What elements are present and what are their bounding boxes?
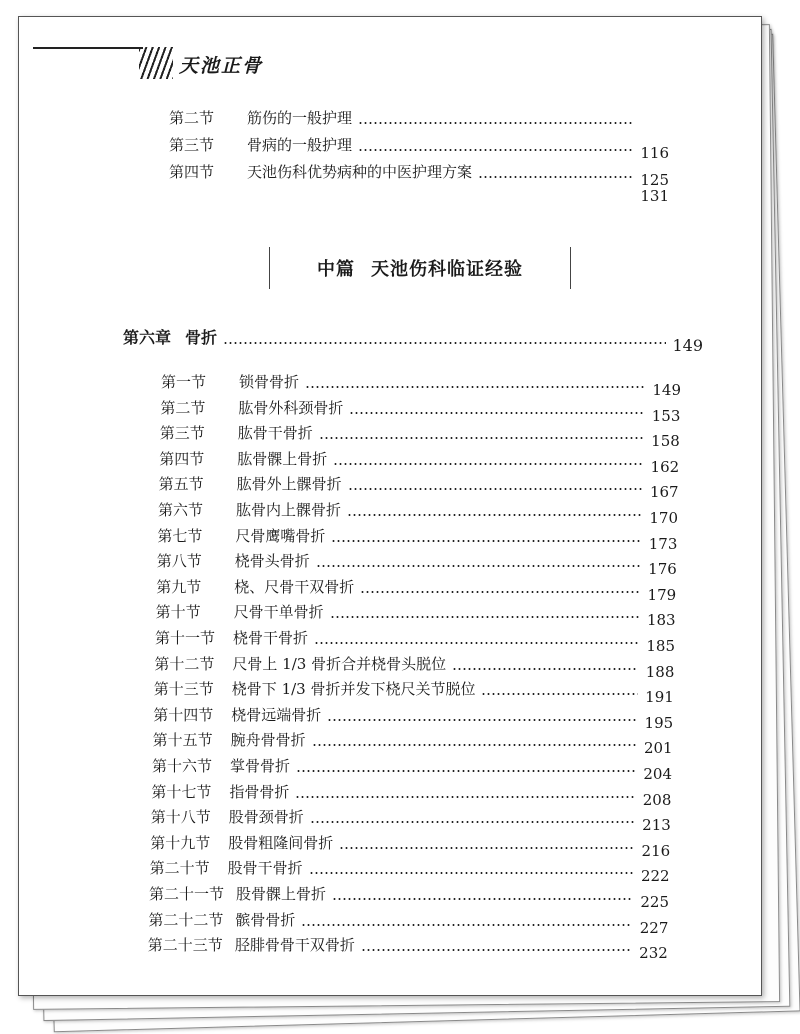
toc-entry[interactable] <box>154 654 675 681</box>
toc-entry[interactable] <box>159 449 680 476</box>
section-label: 第二节 <box>160 398 206 417</box>
leader-dots <box>347 514 642 516</box>
leader-dots <box>358 122 633 124</box>
leader-dots <box>295 796 635 798</box>
page-number: 183 <box>646 611 676 630</box>
leader-dots <box>339 847 634 849</box>
section-label: 第二十一节 <box>149 885 225 903</box>
leader-dots <box>223 342 666 344</box>
leader-dots <box>348 488 643 490</box>
header-stripes <box>139 47 173 79</box>
running-header-title: 天池正骨 <box>179 55 264 77</box>
section-title: 指骨骨折 <box>229 782 290 801</box>
part-label: 中篇 <box>317 259 355 280</box>
section-title: 尺骨干单骨折 <box>233 603 324 622</box>
page-number: 222 <box>640 867 670 886</box>
section-label: 第十九节 <box>150 833 211 852</box>
page-number: 170 <box>649 509 678 527</box>
leader-dots <box>361 949 632 951</box>
page-number: 116 <box>640 144 669 162</box>
toc-entry[interactable] <box>158 475 679 502</box>
leader-dots <box>333 463 643 465</box>
page-number: 153 <box>651 406 681 425</box>
leader-dots <box>360 591 640 593</box>
toc-page <box>18 16 762 996</box>
section-title: 桡骨干骨折 <box>233 629 309 647</box>
section-label: 第五节 <box>158 475 204 494</box>
section-label: 第十节 <box>155 603 201 622</box>
section-title: 尺骨上 1/3 骨折合并桡骨头脱位 <box>232 654 447 673</box>
leader-dots <box>316 565 641 567</box>
section-title: 筋伤的一般护理 <box>247 109 353 127</box>
header-rule <box>33 47 143 49</box>
section-label: 第十三节 <box>153 680 214 699</box>
toc-entry[interactable] <box>149 885 669 911</box>
page-number: 201 <box>643 739 673 758</box>
leader-dots <box>330 616 640 618</box>
section-title: 桡、尺骨干双骨折 <box>234 577 355 596</box>
toc-entry[interactable] <box>152 757 672 783</box>
section-label: 第二十三节 <box>147 936 223 955</box>
section-title: 腕舟骨骨折 <box>230 731 306 750</box>
toc-entry[interactable] <box>153 680 674 707</box>
section-title: 桡骨远端骨折 <box>231 705 322 724</box>
section-title: 股骨髁上骨折 <box>236 885 327 903</box>
leader-dots <box>481 693 637 695</box>
page-number: 158 <box>651 432 680 451</box>
leader-dots <box>331 540 641 542</box>
section-label: 第三节 <box>169 136 215 154</box>
toc-entry[interactable] <box>169 136 669 162</box>
section-label: 第四节 <box>159 449 205 468</box>
toc-entry[interactable] <box>153 705 674 732</box>
section-label: 第二十节 <box>149 859 210 878</box>
leader-dots <box>305 386 645 388</box>
page-number: 208 <box>642 790 672 809</box>
section-title: 肱骨髁上骨折 <box>237 449 328 468</box>
section-label: 第十一节 <box>155 629 216 647</box>
leader-dots <box>327 719 637 721</box>
leader-dots <box>478 176 633 178</box>
page-number: 195 <box>644 713 674 732</box>
chapter-entry[interactable] <box>123 328 703 355</box>
toc-entry[interactable] <box>159 424 680 451</box>
toc-entry[interactable] <box>152 731 673 758</box>
toc-entry[interactable] <box>160 398 681 425</box>
section-label: 第十八节 <box>150 808 211 827</box>
leader-dots <box>358 149 633 151</box>
section-label: 第十二节 <box>154 654 215 673</box>
section-label: 第十七节 <box>151 782 212 801</box>
section-label: 第二十二节 <box>148 910 224 929</box>
leader-dots <box>452 668 638 670</box>
section-title: 髌骨骨折 <box>235 910 296 929</box>
toc-entry[interactable] <box>155 629 675 655</box>
section-title: 桡骨下 1/3 骨折并发下桡尺关节脱位 <box>231 680 476 699</box>
section-title: 股骨颈骨折 <box>228 808 304 827</box>
section-title: 桡骨头骨折 <box>234 552 310 571</box>
page-number: 232 <box>639 944 668 963</box>
page-number: 188 <box>645 662 675 681</box>
toc-page-number: 131 <box>640 187 669 205</box>
section-title: 股骨粗隆间骨折 <box>228 833 334 852</box>
toc-entry[interactable] <box>148 910 669 937</box>
section-title: 骨病的一般护理 <box>247 136 353 154</box>
toc-entry[interactable] <box>151 782 672 809</box>
toc-entry[interactable] <box>169 163 669 189</box>
leader-dots <box>314 642 639 644</box>
chapter-title: 骨折 <box>185 328 218 347</box>
page-number: 213 <box>642 816 671 835</box>
toc-entry[interactable] <box>155 603 676 630</box>
leader-dots <box>296 770 636 772</box>
section-title: 股骨干骨折 <box>227 859 303 878</box>
toc-entry[interactable] <box>156 552 677 579</box>
leader-dots <box>312 744 637 746</box>
leader-dots <box>309 872 634 874</box>
toc-entry[interactable] <box>158 501 678 527</box>
leader-dots <box>332 898 633 900</box>
section-label: 第十六节 <box>152 757 213 775</box>
section-title: 肱骨外科颈骨折 <box>238 398 344 417</box>
part-title: 天池伤科临证经验 <box>371 259 523 280</box>
toc-entry[interactable] <box>150 808 671 835</box>
section-label: 第二节 <box>169 109 215 127</box>
section-title: 尺骨鹰嘴骨折 <box>235 526 326 545</box>
section-label: 第四节 <box>169 163 215 181</box>
page-number: 125 <box>640 171 669 189</box>
section-title: 肱骨外上髁骨折 <box>236 475 342 494</box>
page-number: 176 <box>648 560 677 579</box>
page-number: 149 <box>652 381 681 399</box>
page-number: 225 <box>640 893 669 911</box>
chapter-label: 第六章 <box>123 328 172 347</box>
page-number: 216 <box>641 841 671 860</box>
section-label: 第十四节 <box>153 705 214 724</box>
section-label: 第六节 <box>158 501 204 519</box>
toc-entry[interactable] <box>149 859 670 886</box>
page-number: 185 <box>646 637 675 655</box>
section-label: 第九节 <box>156 577 202 596</box>
section-label: 第一节 <box>161 373 207 391</box>
toc-entry[interactable] <box>150 833 671 860</box>
page-number: 173 <box>648 534 678 553</box>
leader-dots <box>301 924 632 926</box>
toc-entry[interactable] <box>157 526 678 553</box>
part-heading <box>269 247 571 289</box>
section-title: 掌骨骨折 <box>230 757 291 775</box>
leader-dots <box>349 412 644 414</box>
section-title: 天池伤科优势病种的中医护理方案 <box>247 163 473 181</box>
page-number: 179 <box>647 585 677 604</box>
section-title: 肱骨内上髁骨折 <box>236 501 342 519</box>
section-title: 肱骨干骨折 <box>237 424 313 443</box>
page-number: 204 <box>643 765 672 783</box>
toc-entry[interactable] <box>161 373 681 399</box>
page-number: 227 <box>639 918 669 937</box>
section-title: 胫腓骨骨干双骨折 <box>234 936 355 955</box>
section-title: 锁骨骨折 <box>239 373 300 391</box>
page-number: 167 <box>649 483 679 502</box>
leader-dots <box>310 821 635 823</box>
toc-entry[interactable] <box>156 577 677 604</box>
chapter-page: 149 <box>672 336 703 355</box>
section-label: 第十五节 <box>152 731 213 750</box>
page-number: 162 <box>650 457 680 476</box>
page-number: 191 <box>645 688 674 707</box>
section-label: 第七节 <box>157 526 203 545</box>
toc-entry[interactable] <box>169 109 669 127</box>
leader-dots <box>319 437 644 439</box>
section-label: 第八节 <box>156 552 202 571</box>
toc-entry[interactable] <box>147 936 668 963</box>
section-label: 第三节 <box>159 424 205 443</box>
